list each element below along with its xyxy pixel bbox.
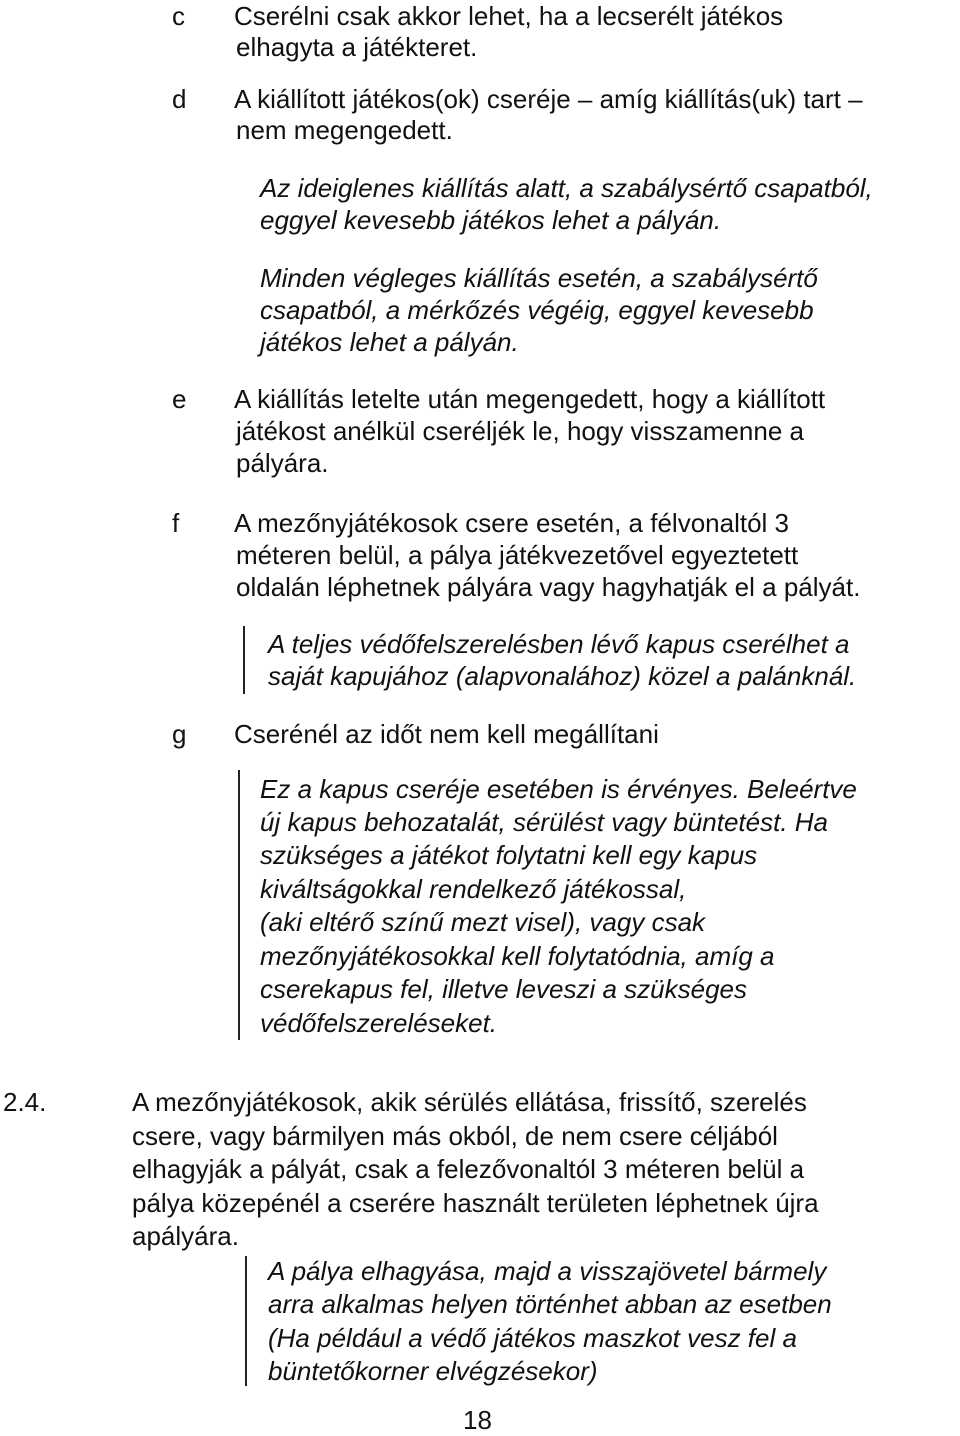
item-g-note-line-2: új kapus behozatalát, sérülést vagy büntetést. Ha [260,807,829,837]
section-note-line-1: A pálya elhagyása, majd a visszajövetel bármely [268,1256,827,1286]
section-line-4: pálya közepénél a cserére használt területen léphetnek újra [132,1188,819,1218]
item-g-note-bar [238,770,240,1040]
item-f-letter: f [172,508,180,538]
section-note-line-2: arra alkalmas helyen történhet abban az esetben [268,1289,832,1319]
item-d-note1-line-2: eggyel kevesebb játékos lehet a pályán. [260,205,722,235]
item-f-line-2: méteren belül, a pálya játékvezetővel egyeztetett [236,540,799,570]
item-d-note2-line-3: játékos lehet a pályán. [260,327,519,357]
item-g-note-line-6: mezőnyjátékosokkal kell folytatódnia, amíg a [260,941,775,971]
item-c-line-1: Cserélni csak akkor lehet, ha a lecserélt játékos [234,1,784,31]
item-f-line-3: oldalán léphetnek pályára vagy hagyhatják el a pályát. [236,572,861,602]
item-c-line-2: elhagyta a játékteret. [236,32,478,62]
section-line-5: apályára. [132,1221,239,1251]
item-e-line-1: A kiállítás letelte után megengedett, hogy a kiállított [234,384,826,414]
section-note-line-4: büntetőkorner elvégzésekor) [268,1356,598,1386]
item-g-note-line-8: védőfelszereléseket. [260,1008,498,1038]
section-line-2: csere, vagy bármilyen más okból, de nem csere céljából [132,1121,778,1151]
item-g-note-line-1: Ez a kapus cseréje esetében is érvényes. Beleértve [260,774,857,804]
section-note-line-3: (Ha például a védő játékos maszkot vesz fel a [268,1323,797,1353]
item-g-line-1: Cserénél az időt nem kell megállítani [234,719,659,749]
item-g-note-line-5: (aki eltérő színű mezt visel), vagy csak [260,907,706,937]
item-d-line-2: nem megengedett. [236,115,453,145]
item-d-letter: d [172,84,187,114]
item-g-letter: g [172,719,187,749]
item-e-line-3: pályára. [236,448,329,478]
item-f-note-line-2: saját kapujához (alapvonalához) közel a palánknál. [268,661,857,691]
item-d-note2-line-2: csapatból, a mérkőzés végéig, eggyel kevesebb [260,295,814,325]
item-c-letter: c [172,1,185,31]
section-number: 2.4. [3,1087,47,1117]
item-e-line-2: játékost anélkül cseréljék le, hogy visszamenne a [236,416,804,446]
section-note-bar [245,1256,247,1386]
item-g-note-line-3: szükséges a játékot folytatni kell egy kapus [260,840,758,870]
item-d-line-1: A kiállított játékos(ok) cseréje – amíg kiállítás(uk) tart – [234,84,863,114]
item-f-note-line-1: A teljes védőfelszerelésben lévő kapus cserélhet a [268,629,850,659]
item-f-line-1: A mezőnyjátékosok csere esetén, a félvonaltól 3 [234,508,789,538]
page-number: 18 [463,1405,492,1435]
item-d-note2-line-1: Minden végleges kiállítás esetén, a szabálysértő [260,263,818,293]
item-f-note-bar [243,626,245,694]
item-d-note1-line-1: Az ideiglenes kiállítás alatt, a szabálysértő csapatból, [260,173,873,203]
item-g-note-line-7: cserekapus fel, illetve leveszi a szükséges [260,974,748,1004]
section-line-3: elhagyják a pályát, csak a felezővonaltól 3 méteren belül a [132,1154,805,1184]
item-g-note-line-4: kiváltságokkal rendelkező játékossal, [260,874,687,904]
item-e-letter: e [172,384,187,414]
section-line-1: A mezőnyjátékosok, akik sérülés ellátása, frissítő, szerelés [132,1087,807,1117]
